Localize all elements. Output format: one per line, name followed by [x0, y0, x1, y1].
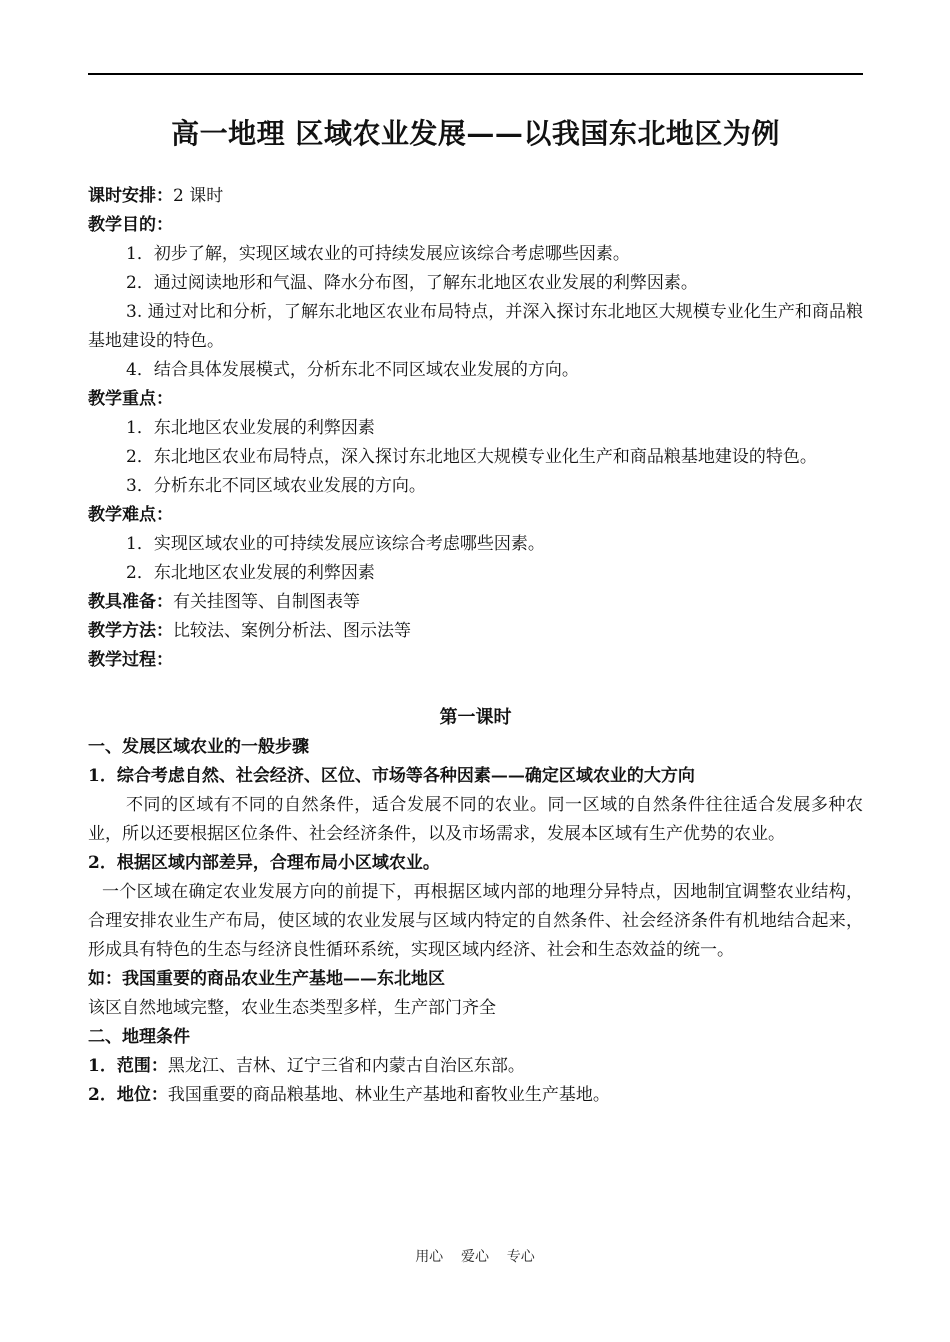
- example-heading: 如：我国重要的商品农业生产基地——东北地区: [88, 969, 445, 989]
- schedule-label: 课时安排：: [88, 186, 173, 206]
- methods-line: [88, 617, 863, 646]
- step2-text: 一个区域在确定农业发展方向的前提下，再根据区域内部的地理分异特点，因地制宜调整农业结构，合理安排农业生产布局，使区域的农业发展与区域内特定的自然条件、社会经济条件有机地结合起来，形成具有特色的生态与经济良性循环系统，实现区域内经济、社会和生态效益的统一。: [88, 882, 863, 960]
- key-point-item: 1．东北地区农业发展的利弊因素: [126, 418, 375, 438]
- step1-heading: 1．综合考虑自然、社会经济、区位、市场等各种因素——确定区域农业的大方向: [88, 766, 695, 786]
- lesson-title: 第一课时: [439, 707, 512, 728]
- section1-heading: 一、发展区域农业的一般步骤: [88, 737, 309, 757]
- methods-label: 教学方法：: [88, 621, 173, 641]
- difficulties-heading: 教学难点：: [88, 505, 173, 525]
- document-body: [88, 182, 863, 1110]
- schedule-value: 2 课时: [173, 186, 224, 206]
- materials-value: 有关挂图等、自制图表等: [173, 592, 360, 612]
- step1-text: 不同的区域有不同的自然条件，适合发展不同的农业。同一区域的自然条件往往适合发展多种农业，所以还要根据区位条件、社会经济条件，以及市场需求，发展本区域有生产优势的农业。: [88, 795, 863, 844]
- header-rule: [88, 73, 863, 75]
- materials-line: [88, 588, 863, 617]
- schedule-line: [88, 182, 863, 211]
- scope-line: [88, 1052, 863, 1081]
- position-line: [88, 1081, 863, 1110]
- objective-item: 2．通过阅读地形和气温、降水分布图，了解东北地区农业发展的利弊因素。: [126, 273, 698, 293]
- key-point-item: 3．分析东北不同区域农业发展的方向。: [126, 476, 426, 496]
- difficulty-item: 2．东北地区农业发展的利弊因素: [126, 563, 375, 583]
- position-label: 2．地位：: [88, 1085, 168, 1105]
- process-heading: 教学过程：: [88, 650, 173, 670]
- example-text: 该区自然地域完整，农业生态类型多样，生产部门齐全: [88, 998, 496, 1018]
- scope-value: 黑龙江、吉林、辽宁三省和内蒙古自治区东部。: [167, 1056, 525, 1076]
- section2-heading: 二、地理条件: [88, 1027, 190, 1047]
- position-value: 我国重要的商品粮基地、林业生产基地和畜牧业生产基地。: [167, 1085, 610, 1105]
- key-points-heading: 教学重点：: [88, 389, 173, 409]
- materials-label: 教具准备：: [88, 592, 173, 612]
- step2-heading: 2．根据区域内部差异，合理布局小区域农业。: [88, 853, 440, 873]
- document-title: 高一地理 区域农业发展——以我国东北地区为例: [171, 117, 780, 150]
- objective-item: 4．结合具体发展模式，分析东北不同区域农业发展的方向。: [126, 360, 579, 380]
- page-footer: 用心 爱心 专心: [415, 1249, 535, 1265]
- scope-label: 1．范围：: [88, 1056, 168, 1076]
- objectives-heading: 教学目的：: [88, 215, 173, 235]
- methods-value: 比较法、案例分析法、图示法等: [173, 621, 411, 641]
- objective-item: 1．初步了解，实现区域农业的可持续发展应该综合考虑哪些因素。: [126, 244, 630, 264]
- difficulty-item: 1．实现区域农业的可持续发展应该综合考虑哪些因素。: [126, 534, 545, 554]
- objective-item: 3. 通过对比和分析，了解东北地区农业布局特点，并深入探讨东北地区大规模专业化生产和商品粮基地建设的特色。: [88, 302, 863, 351]
- key-point-item: 2．东北地区农业布局特点，深入探讨东北地区大规模专业化生产和商品粮基地建设的特色。: [126, 447, 817, 467]
